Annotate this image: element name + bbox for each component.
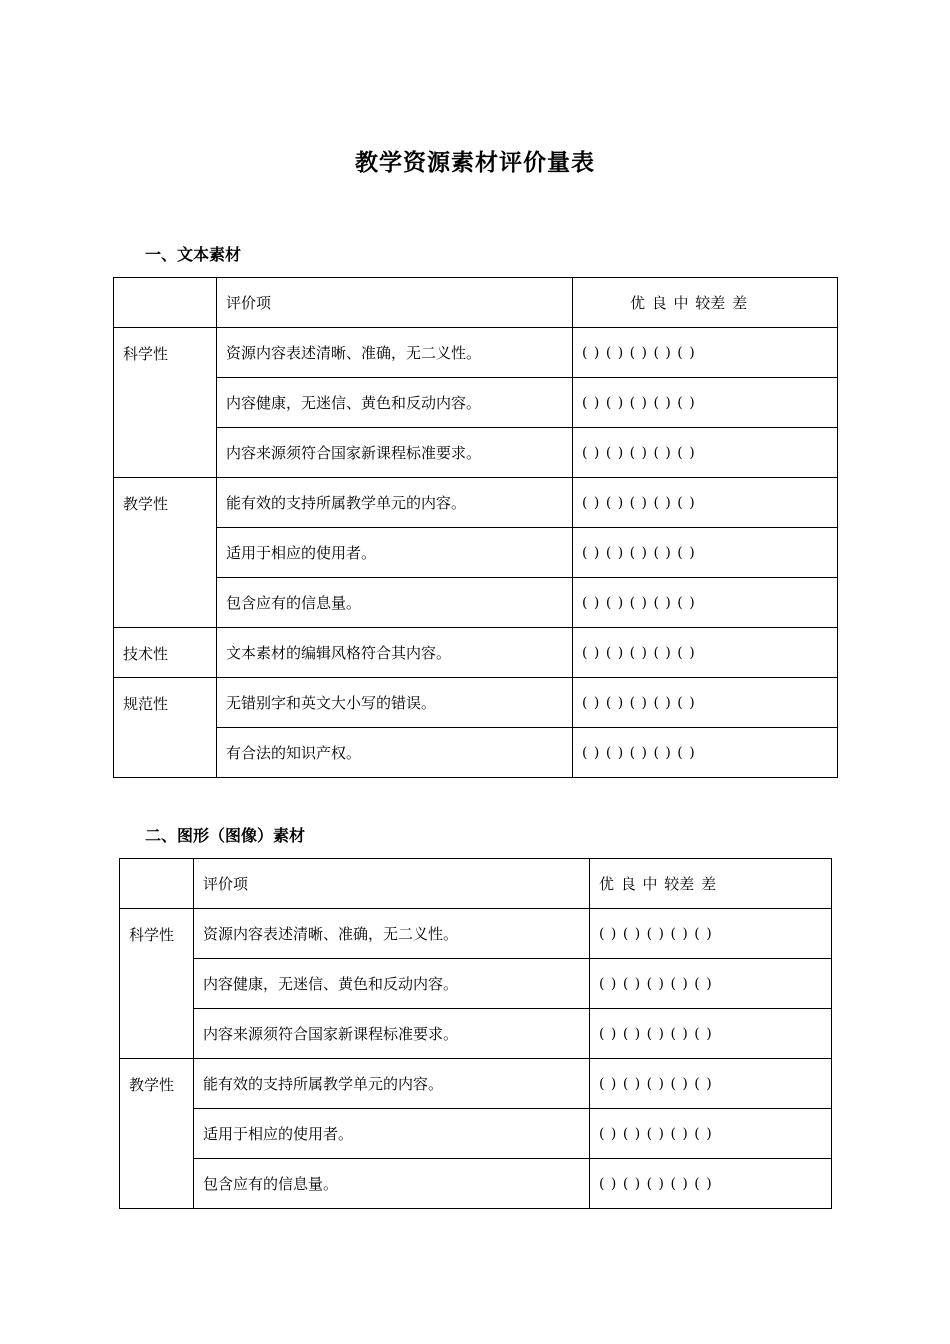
item-cell: 能有效的支持所属教学单元的内容。 [194,1059,590,1109]
table-row [114,678,838,728]
category-cell: 教学性 [114,478,217,628]
item-cell: 适用于相应的使用者。 [217,528,573,578]
rating-choices[interactable]: ( ) ( ) ( ) ( ) ( ) [573,428,838,478]
table-row [120,1159,832,1209]
table-row [114,378,838,428]
table-row [114,478,838,528]
table-row [120,959,832,1009]
table-row [114,328,838,378]
item-cell: 包含应有的信息量。 [194,1159,590,1209]
rating-choices[interactable]: ( ) ( ) ( ) ( ) ( ) [590,1159,832,1209]
category-cell: 技术性 [114,628,217,678]
category-cell: 科学性 [114,328,217,478]
rating-choices[interactable]: ( ) ( ) ( ) ( ) ( ) [573,528,838,578]
table-row [114,528,838,578]
item-cell: 资源内容表述清晰、准确，无二义性。 [194,909,590,959]
header-item-cell: 评价项 [194,859,590,909]
header-category-cell [120,859,194,909]
table-row [114,728,838,778]
item-cell: 资源内容表述清晰、准确，无二义性。 [217,328,573,378]
rating-choices[interactable]: ( ) ( ) ( ) ( ) ( ) [590,909,832,959]
rating-choices[interactable]: ( ) ( ) ( ) ( ) ( ) [573,678,838,728]
header-rating-cell: 优 良 中 较差 差 [590,859,832,909]
table-header-row [120,859,832,909]
page-title: 教学资源素材评价量表 [355,150,595,176]
table-header-row [114,278,838,328]
rating-choices[interactable]: ( ) ( ) ( ) ( ) ( ) [573,328,838,378]
item-cell: 文本素材的编辑风格符合其内容。 [217,628,573,678]
table-row [120,1059,832,1109]
rating-choices[interactable]: ( ) ( ) ( ) ( ) ( ) [573,578,838,628]
image-material-table [119,858,832,1209]
category-cell: 科学性 [120,909,194,1059]
rating-choices[interactable]: ( ) ( ) ( ) ( ) ( ) [590,1009,832,1059]
header-rating-cell: 优 良 中 较差 差 [573,278,838,328]
item-cell: 内容来源须符合国家新课程标准要求。 [217,428,573,478]
rating-choices[interactable]: ( ) ( ) ( ) ( ) ( ) [573,628,838,678]
rating-choices[interactable]: ( ) ( ) ( ) ( ) ( ) [590,959,832,1009]
section-heading-image-material: 二、图形（图像）素材 [145,826,306,845]
item-cell: 内容来源须符合国家新课程标准要求。 [194,1009,590,1059]
item-cell: 内容健康，无迷信、黄色和反动内容。 [217,378,573,428]
rating-choices[interactable]: ( ) ( ) ( ) ( ) ( ) [590,1109,832,1159]
item-cell: 无错别字和英文大小写的错误。 [217,678,573,728]
rating-choices[interactable]: ( ) ( ) ( ) ( ) ( ) [573,378,838,428]
section-heading-text-material: 一、文本素材 [145,245,242,264]
table-row [120,1109,832,1159]
header-item-cell: 评价项 [217,278,573,328]
item-cell: 适用于相应的使用者。 [194,1109,590,1159]
header-category-cell [114,278,217,328]
text-material-table [113,277,838,778]
item-cell: 包含应有的信息量。 [217,578,573,628]
item-cell: 有合法的知识产权。 [217,728,573,778]
category-cell: 教学性 [120,1059,194,1209]
rating-choices[interactable]: ( ) ( ) ( ) ( ) ( ) [573,728,838,778]
item-cell: 能有效的支持所属教学单元的内容。 [217,478,573,528]
item-cell: 内容健康，无迷信、黄色和反动内容。 [194,959,590,1009]
category-cell: 规范性 [114,678,217,778]
rating-choices[interactable]: ( ) ( ) ( ) ( ) ( ) [573,478,838,528]
table-row [120,909,832,959]
table-row [114,428,838,478]
table-row [114,578,838,628]
table-row [120,1009,832,1059]
table-row [114,628,838,678]
rating-choices[interactable]: ( ) ( ) ( ) ( ) ( ) [590,1059,832,1109]
